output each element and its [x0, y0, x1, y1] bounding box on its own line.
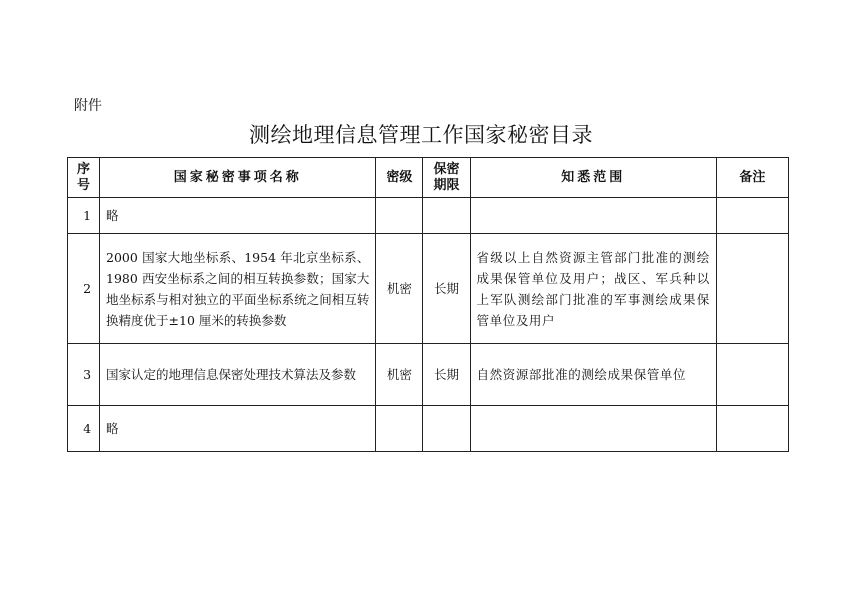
header-serial-line1: 序	[77, 161, 91, 177]
header-secret-level: 密级	[376, 158, 423, 198]
table-row	[68, 406, 789, 452]
header-secrecy-period	[423, 158, 470, 198]
header-period-line2: 期限	[433, 177, 460, 193]
document-title: 测绘地理信息管理工作国家秘密目录	[249, 123, 593, 147]
header-serial-number	[68, 158, 100, 198]
row-note	[716, 198, 788, 234]
row-access-scope: 省级以上自然资源主管部门批准的测绘成果保管单位及用户；战区、军兵种以上军队测绘部门批准的军事测绘成果保管单位及用户	[470, 234, 716, 344]
row-number: 1	[68, 198, 100, 234]
row-access-scope	[470, 406, 716, 452]
row-secret-level	[376, 406, 423, 452]
header-serial-line2: 号	[77, 177, 91, 193]
row-secret-level: 机密	[376, 344, 423, 406]
table-header-row	[68, 158, 789, 198]
row-note	[716, 406, 788, 452]
row-item-name: 略	[100, 406, 376, 452]
row-secrecy-period	[423, 198, 470, 234]
row-secrecy-period	[423, 406, 470, 452]
header-access-scope: 知悉范围	[470, 158, 716, 198]
header-note: 备注	[716, 158, 788, 198]
row-item-name: 略	[100, 198, 376, 234]
table-row	[68, 234, 789, 344]
row-secrecy-period: 长期	[423, 344, 470, 406]
row-note	[716, 344, 788, 406]
row-access-scope	[470, 198, 716, 234]
row-number: 2	[68, 234, 100, 344]
row-number: 3	[68, 344, 100, 406]
row-secret-level: 机密	[376, 234, 423, 344]
header-item-name: 国家秘密事项名称	[100, 158, 376, 198]
row-access-scope: 自然资源部批准的测绘成果保管单位	[470, 344, 716, 406]
row-secret-level	[376, 198, 423, 234]
row-number: 4	[68, 406, 100, 452]
header-period-line1: 保密	[433, 161, 460, 177]
table-row	[68, 198, 789, 234]
row-item-name: 国家认定的地理信息保密处理技术算法及参数	[100, 344, 376, 406]
row-secrecy-period: 长期	[423, 234, 470, 344]
attachment-label: 附件	[74, 98, 102, 114]
secrets-catalog-table	[67, 157, 789, 452]
row-note	[716, 234, 788, 344]
table-row	[68, 344, 789, 406]
row-item-name: 2000 国家大地坐标系、1954 年北京坐标系、1980 西安坐标系之间的相互转换参数；国家大地坐标系与相对独立的平面坐标系统之间相互转换精度优于±10 厘米的转换参数	[100, 234, 376, 344]
